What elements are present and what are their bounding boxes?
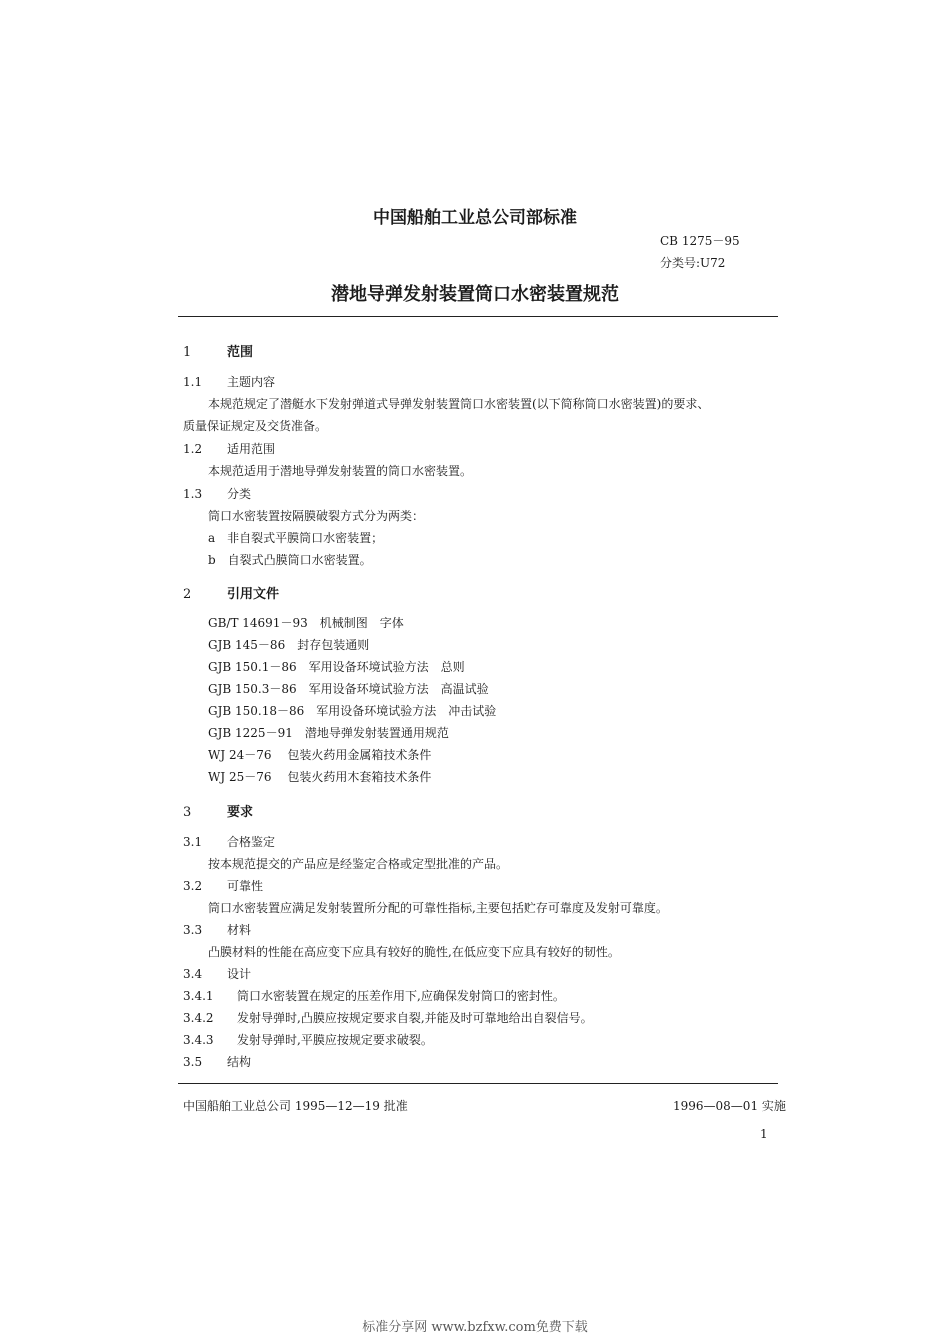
reference-item: WJ 24－76 包装火药用金属箱技术条件: [208, 748, 432, 762]
clause-1-3-item-b: b 自裂式凸膜筒口水密装置。: [208, 553, 372, 567]
section-number: 1: [183, 345, 192, 360]
clause-number: 3.1: [183, 835, 203, 849]
title-rule: [178, 316, 778, 317]
clause-1-1-heading: [183, 373, 275, 390]
clause-3-4-2: [183, 1009, 593, 1026]
section-1-heading: [183, 341, 253, 360]
section-2-heading: [183, 583, 279, 602]
clause-title: 设计: [227, 967, 252, 981]
clause-3-4-3: [183, 1031, 433, 1048]
clause-number: 3.4: [183, 967, 203, 981]
reference-item: GJB 150.1－86 军用设备环境试验方法 总则: [208, 660, 465, 674]
footer-rule: [178, 1083, 778, 1084]
clause-1-2-heading: [183, 440, 275, 457]
clause-number: 1.2: [183, 442, 203, 456]
clause-number: 3.4.3: [183, 1033, 214, 1047]
clause-number: 3.5: [183, 1055, 203, 1069]
org-title: 中国船舶工业总公司部标准: [373, 208, 577, 228]
approval-line: 中国船舶工业总公司 1995—12—19 批准: [183, 1099, 408, 1113]
clause-title: 合格鉴定: [227, 835, 276, 849]
clause-number: 3.4.1: [183, 989, 214, 1003]
clause-3-3-text: 凸膜材料的性能在高应变下应具有较好的脆性,在低应变下应具有较好的韧性。: [208, 945, 620, 959]
clause-3-3-heading: [183, 921, 251, 938]
document-title: 潜地导弹发射装置筒口水密装置规范: [331, 284, 619, 305]
clause-1-3-text: 筒口水密装置按隔膜破裂方式分为两类：: [208, 509, 425, 523]
clause-3-5-heading: [183, 1053, 251, 1070]
watermark-footer: 标准分享网 www.bzfxw.com免费下载: [362, 1320, 588, 1335]
clause-1-3-item-a: a 非自裂式平膜筒口水密装置；: [208, 531, 384, 545]
standard-number: CB 1275－95: [660, 234, 740, 248]
clause-number: 1.3: [183, 487, 203, 501]
clause-text: 筒口水密装置在规定的压差作用下,应确保发射筒口的密封性。: [237, 989, 565, 1003]
clause-3-2-heading: [183, 877, 263, 894]
clause-1-1-text-line1: 本规范规定了潜艇水下发射弹道式导弹发射装置筒口水密装置(以下简称筒口水密装置)的要求、: [208, 397, 710, 411]
clause-3-1-heading: [183, 833, 275, 850]
clause-number: 3.4.2: [183, 1011, 214, 1025]
section-title: 范围: [227, 345, 254, 360]
classification-number: 分类号:U72: [660, 256, 726, 270]
clause-title: 结构: [227, 1055, 252, 1069]
section-title: 要求: [227, 805, 254, 820]
section-3-heading: [183, 801, 253, 820]
clause-1-1-text-line2: 质量保证规定及交货准备。: [183, 419, 328, 433]
reference-item: WJ 25－76 包装火药用木套箱技术条件: [208, 770, 432, 784]
clause-title: 适用范围: [227, 442, 276, 456]
clause-1-2-text: 本规范适用于潜地导弹发射装置的筒口水密装置。: [208, 464, 473, 478]
clause-text: 发射导弹时,平膜应按规定要求破裂。: [237, 1033, 433, 1047]
clause-title: 可靠性: [227, 879, 264, 893]
section-number: 3: [183, 805, 192, 820]
clause-3-2-text: 筒口水密装置应满足发射装置所分配的可靠性指标,主要包括贮存可靠度及发射可靠度。: [208, 901, 668, 915]
section-title: 引用文件: [227, 587, 280, 602]
reference-item: GJB 145－86 封存包装通则: [208, 638, 370, 652]
page-number: 1: [760, 1127, 768, 1141]
clause-3-4-heading: [183, 965, 251, 982]
clause-title: 材料: [227, 923, 252, 937]
clause-text: 发射导弹时,凸膜应按规定要求自裂,并能及时可靠地给出自裂信号。: [237, 1011, 593, 1025]
clause-3-1-text: 按本规范提交的产品应是经鉴定合格或定型批准的产品。: [208, 857, 509, 871]
clause-title: 主题内容: [227, 375, 276, 389]
clause-title: 分类: [227, 487, 252, 501]
clause-1-3-heading: [183, 485, 251, 502]
clause-number: 3.3: [183, 923, 203, 937]
reference-item: GJB 1225－91 潜地导弹发射装置通用规范: [208, 726, 449, 740]
clause-3-4-1: [183, 987, 565, 1004]
reference-item: GJB 150.3－86 军用设备环境试验方法 高温试验: [208, 682, 489, 696]
implementation-date: 1996—08—01 实施: [673, 1099, 786, 1113]
section-number: 2: [183, 587, 192, 602]
clause-number: 3.2: [183, 879, 203, 893]
reference-item: GJB 150.18－86 军用设备环境试验方法 冲击试验: [208, 704, 497, 718]
reference-item: GB/T 14691－93 机械制图 字体: [208, 616, 404, 630]
clause-number: 1.1: [183, 375, 203, 389]
